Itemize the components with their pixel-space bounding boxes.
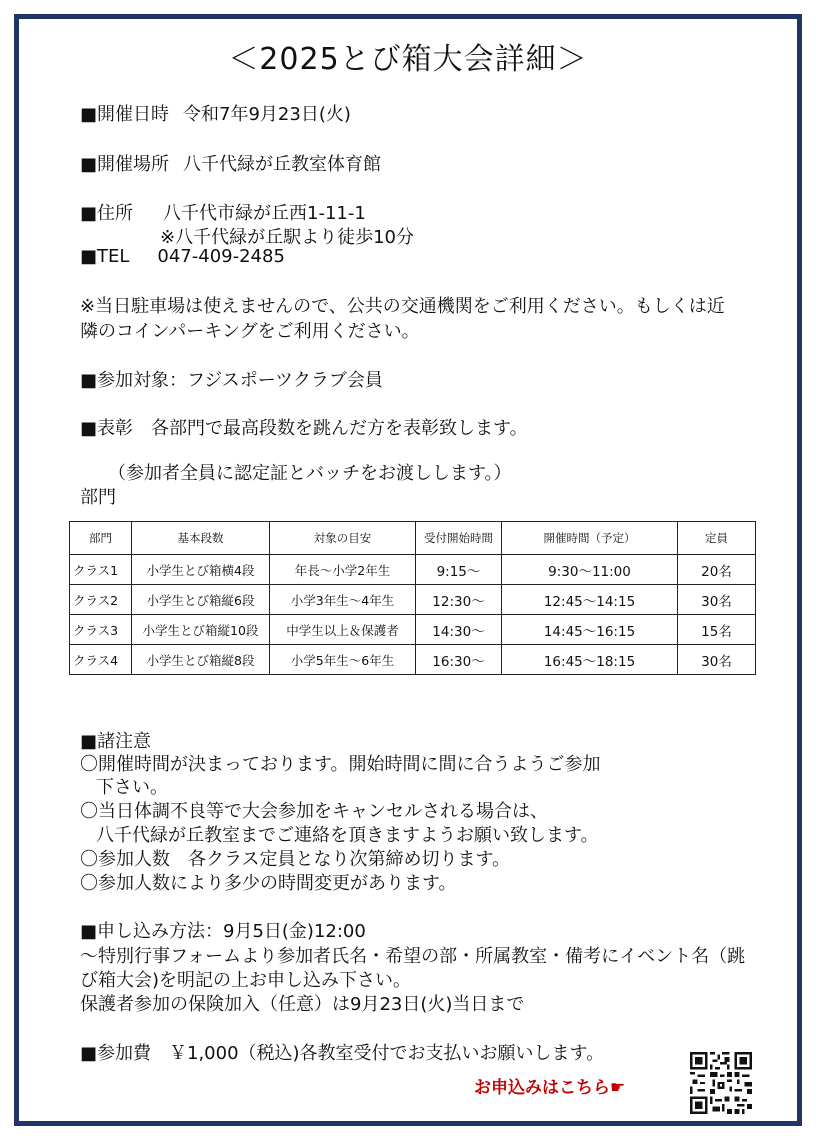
award-note: （参加者全員に認定証とバッチをお渡しします。） (108, 463, 512, 484)
page-title: ＜2025とび箱大会詳細＞ (228, 42, 588, 77)
column-header: 開催時間（予定） (502, 522, 678, 555)
column-header: 対象の目安 (270, 522, 416, 555)
table-cell: 30名 (678, 645, 756, 675)
qr-code-icon[interactable] (690, 1052, 752, 1114)
event-tel: ■TEL 047-409-2485 (80, 246, 285, 267)
table-cell: 16:45～18:15 (502, 645, 678, 675)
schedule-table (69, 521, 756, 675)
apply-instructions-continued: び箱大会)を明記の上お申し込み下さい。 (80, 970, 412, 991)
table-cell: 9:30～11:00 (502, 555, 678, 585)
table-cell: 30名 (678, 585, 756, 615)
participation-fee: ■参加費 ￥1,000（税込)各教室受付でお支払いお願いします。 (80, 1043, 605, 1064)
table-cell: クラス2 (70, 585, 132, 615)
table-row (70, 615, 756, 645)
note-item-continued: 八千代緑が丘教室までご連絡を頂きますようお願い致します。 (96, 825, 599, 846)
table-cell: 小学5年生～6年生 (270, 645, 416, 675)
table-cell: 14:30～ (416, 615, 502, 645)
division-heading: 部門 (80, 487, 116, 508)
table-row (70, 555, 756, 585)
table-cell: クラス1 (70, 555, 132, 585)
table-cell: 小学生とび箱縦6段 (132, 585, 270, 615)
event-address: ■住所 八千代市緑が丘西1-11-1 (80, 203, 366, 224)
table-cell: 小学生とび箱縦10段 (132, 615, 270, 645)
column-header: 定員 (678, 522, 756, 555)
table-cell: 16:30～ (416, 645, 502, 675)
table-cell: 14:45～16:15 (502, 615, 678, 645)
column-header: 基本段数 (132, 522, 270, 555)
table-cell: クラス3 (70, 615, 132, 645)
address-note: ※八千代緑が丘駅より徒歩10分 (160, 227, 414, 248)
table-cell: 中学生以上＆保護者 (270, 615, 416, 645)
award-text: ■表彰 各部門で最高段数を跳んだ方を表彰致します。 (80, 418, 528, 439)
parking-note-line-2: 隣のコインパーキングをご利用ください。 (80, 321, 420, 342)
table-cell: 12:30～ (416, 585, 502, 615)
note-item-continued: 下さい。 (96, 777, 168, 798)
apply-deadline: ■申し込み方法：9月5日(金)12:00 (80, 921, 366, 942)
participation-target: ■参加対象：フジスポーツクラブ会員 (80, 370, 383, 391)
table-cell: 15名 (678, 615, 756, 645)
table-row (70, 645, 756, 675)
note-item: 〇参加人数 各クラス定員となり次第締め切ります。 (80, 849, 511, 870)
table-cell: 小学生とび箱横4段 (132, 555, 270, 585)
table-header-row (70, 522, 756, 555)
column-header: 受付開始時間 (416, 522, 502, 555)
table-cell: 12:45～14:15 (502, 585, 678, 615)
notes-heading: ■諸注意 (80, 731, 152, 752)
note-item: 〇開催時間が決まっております。開始時間に間に合うようご参加 (80, 754, 601, 775)
table-cell: 年長～小学2年生 (270, 555, 416, 585)
event-date: ■開催日時 令和7年9月23日(火) (80, 104, 351, 125)
apply-instructions: ～特別行事フォームより参加者氏名・希望の部・所属教室・備考にイベント名（跳 (80, 946, 746, 967)
insurance-note: 保護者参加の保険加入（任意）は9月23日(火)当日まで (80, 994, 525, 1015)
column-header: 部門 (70, 522, 132, 555)
table-cell: 小学生とび箱縦8段 (132, 645, 270, 675)
event-venue: ■開催場所 八千代緑が丘教室体育館 (80, 154, 382, 175)
note-item: 〇当日体調不良等で大会参加をキャンセルされる場合は、 (80, 801, 548, 822)
parking-note-line-1: ※当日駐車場は使えませんので、公共の交通機関をご利用ください。もしくは近 (80, 296, 725, 317)
table-row (70, 585, 756, 615)
table-cell: 小学3年生～4年生 (270, 585, 416, 615)
note-item: 〇参加人数により多少の時間変更があります。 (80, 873, 457, 894)
apply-link[interactable]: お申込みはこちら☛ (474, 1078, 626, 1098)
table-cell: クラス4 (70, 645, 132, 675)
table-cell: 9:15～ (416, 555, 502, 585)
table-cell: 20名 (678, 555, 756, 585)
